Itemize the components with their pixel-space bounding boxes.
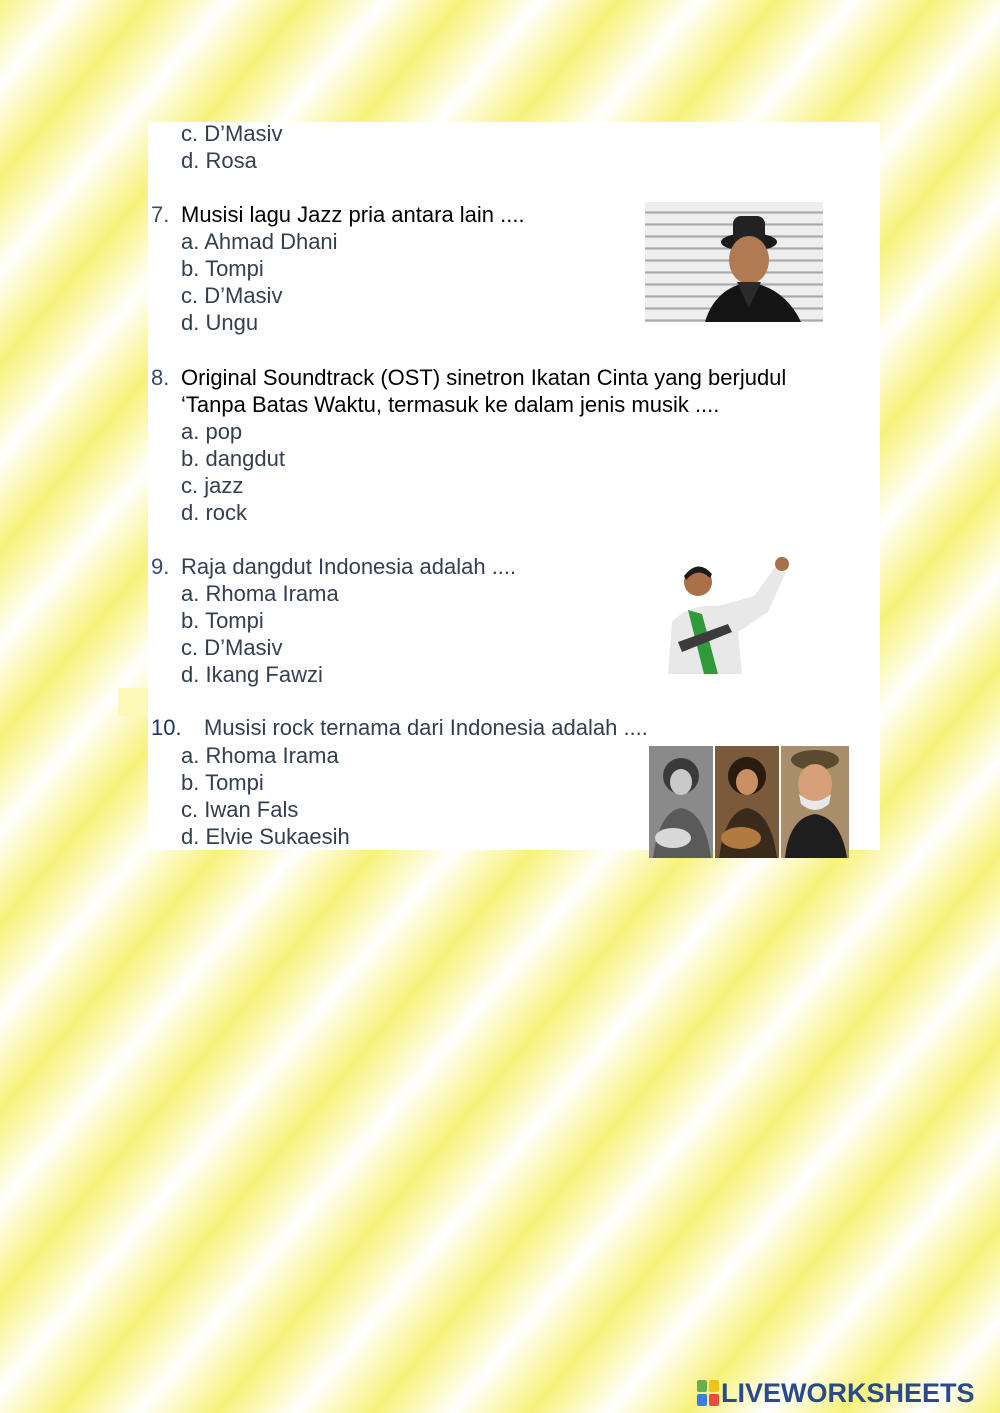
q9-number: 9.: [151, 554, 170, 579]
rock-musicians-photo: [649, 746, 849, 858]
liveworksheets-logo-mark-icon: [697, 1380, 719, 1406]
q7-option-d: d. Ungu: [181, 310, 259, 335]
q8-option-a: a. pop: [181, 419, 243, 444]
q7-question: Musisi lagu Jazz pria antara lain ....: [181, 202, 525, 227]
q7-option-a: a. Ahmad Dhani: [181, 229, 338, 254]
rhoma-irama-photo: [658, 552, 798, 674]
q8-number: 8.: [151, 365, 170, 390]
page-gap: [118, 688, 148, 716]
q6-option-d: d. Rosa: [181, 148, 257, 173]
q8-option-c: c. jazz: [181, 473, 244, 498]
q7-number: 7.: [151, 202, 170, 227]
q9-option-a: a. Rhoma Irama: [181, 581, 339, 606]
q6-option-c: c. D’Masiv: [181, 121, 283, 146]
q10-option-b: b. Tompi: [181, 770, 264, 795]
q10-option-a: a. Rhoma Irama: [181, 743, 339, 768]
q9-option-d: d. Ikang Fawzi: [181, 662, 323, 687]
brand-name: LIVEWORKSHEETS: [721, 1377, 975, 1408]
tompi-photo: [645, 202, 823, 322]
q9-question: Raja dangdut Indonesia adalah ....: [181, 554, 517, 579]
q7-option-b: b. Tompi: [181, 256, 264, 281]
q8-option-d: d. rock: [181, 500, 248, 525]
q8-option-b: b. dangdut: [181, 446, 285, 471]
q10-number: 10.: [151, 715, 182, 740]
q9-option-b: b. Tompi: [181, 608, 264, 633]
q9-option-c: c. D’Masiv: [181, 635, 283, 660]
q10-option-d: d. Elvie Sukaesih: [181, 824, 350, 849]
q7-option-c: c. D’Masiv: [181, 283, 283, 308]
q10-question: Musisi rock ternama dari Indonesia adalah ....: [204, 715, 648, 740]
q10-option-c: c. Iwan Fals: [181, 797, 299, 822]
q8-question-line1: Original Soundtrack (OST) sinetron Ikatan Cinta yang berjudul: [181, 365, 787, 390]
q8-question-line2: ‘Tanpa Batas Waktu, termasuk ke dalam jenis musik ....: [181, 392, 720, 417]
liveworksheets-logo: [697, 1376, 975, 1410]
